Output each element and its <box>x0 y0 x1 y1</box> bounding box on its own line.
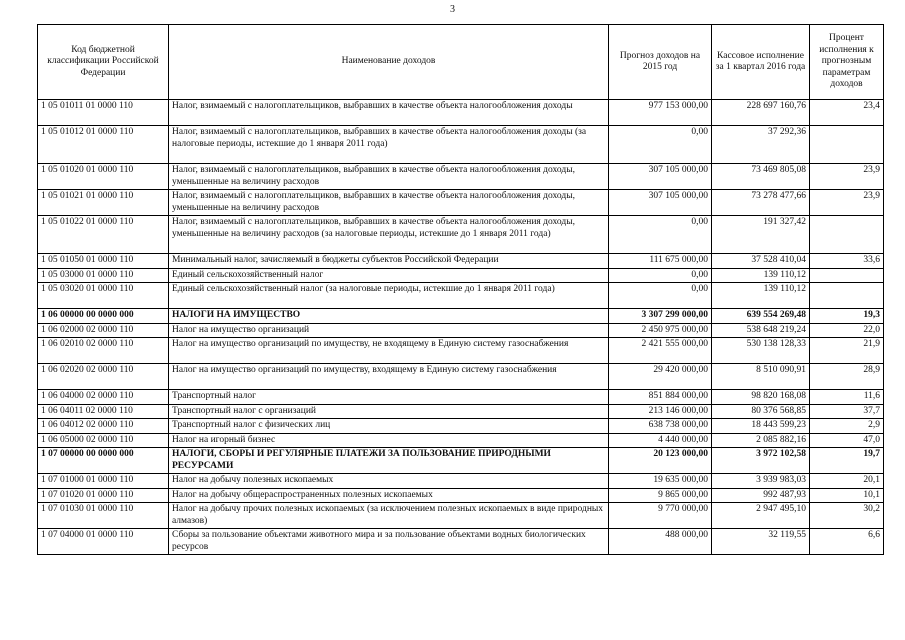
table-row <box>38 404 884 419</box>
row-percent: 21,9 <box>810 338 884 364</box>
row-cash: 32 119,55 <box>712 529 810 555</box>
row-name: Налог на имущество организаций <box>169 323 609 338</box>
header-percent: Процент исполнения к прогнозным параметрам доходов <box>810 25 884 100</box>
table-row <box>38 268 884 283</box>
table-row <box>38 126 884 164</box>
row-name: Сборы за пользование объектами животного мира и за пользование объектами водных биологических ресурсов <box>169 529 609 555</box>
row-percent: 37,7 <box>810 404 884 419</box>
table-row <box>38 488 884 503</box>
row-name: Налог, взимаемый с налогоплательщиков, выбравших в качестве объекта налогообложения доходы <box>169 100 609 126</box>
row-code: 1 07 04000 01 0000 110 <box>38 529 169 555</box>
row-cash: 98 820 168,08 <box>712 390 810 405</box>
row-forecast: 638 738 000,00 <box>609 419 712 434</box>
row-name: Налог на добычу общераспространенных полезных ископаемых <box>169 488 609 503</box>
row-name: Транспортный налог с физических лиц <box>169 419 609 434</box>
table-row <box>38 503 884 529</box>
header-forecast: Прогноз доходов на 2015 год <box>609 25 712 100</box>
header-name: Наименование доходов <box>169 25 609 100</box>
row-forecast: 2 450 975 000,00 <box>609 323 712 338</box>
row-cash: 191 327,42 <box>712 216 810 254</box>
row-cash: 3 972 102,58 <box>712 448 810 474</box>
header-cash: Кассовое исполнение за 1 квартал 2016 года <box>712 25 810 100</box>
row-code: 1 05 01011 01 0000 110 <box>38 100 169 126</box>
row-cash: 73 278 477,66 <box>712 190 810 216</box>
row-percent: 20,1 <box>810 474 884 489</box>
row-name: Единый сельскохозяйственный налог <box>169 268 609 283</box>
row-percent: 23,9 <box>810 164 884 190</box>
row-name: Налог, взимаемый с налогоплательщиков, выбравших в качестве объекта налогообложения доходы, уменьшенные на величину расходов <box>169 164 609 190</box>
table-row <box>38 529 884 555</box>
row-cash: 2 085 882,16 <box>712 433 810 448</box>
row-forecast: 9 865 000,00 <box>609 488 712 503</box>
row-name: Транспортный налог <box>169 390 609 405</box>
row-percent: 10,1 <box>810 488 884 503</box>
row-name: Налог, взимаемый с налогоплательщиков, выбравших в качестве объекта налогообложения доходы, уменьшенные на величину расходов <box>169 190 609 216</box>
row-cash: 139 110,12 <box>712 268 810 283</box>
row-cash: 139 110,12 <box>712 283 810 309</box>
row-cash: 8 510 090,91 <box>712 364 810 390</box>
row-forecast: 851 884 000,00 <box>609 390 712 405</box>
row-code: 1 05 03000 01 0000 110 <box>38 268 169 283</box>
row-name: Налог, взимаемый с налогоплательщиков, выбравших в качестве объекта налогообложения доходы (за налоговые периоды, истекшие до 1 января 2011 года) <box>169 126 609 164</box>
table-row <box>38 419 884 434</box>
row-cash: 538 648 219,24 <box>712 323 810 338</box>
row-forecast: 111 675 000,00 <box>609 254 712 269</box>
row-name: Налог на добычу полезных ископаемых <box>169 474 609 489</box>
table-row <box>38 100 884 126</box>
row-name: Транспортный налог с организаций <box>169 404 609 419</box>
row-forecast: 0,00 <box>609 126 712 164</box>
row-code: 1 06 05000 02 0000 110 <box>38 433 169 448</box>
row-code: 1 05 01050 01 0000 110 <box>38 254 169 269</box>
row-forecast: 0,00 <box>609 216 712 254</box>
row-forecast: 3 307 299 000,00 <box>609 309 712 324</box>
row-percent <box>810 268 884 283</box>
row-code: 1 05 01022 01 0000 110 <box>38 216 169 254</box>
row-percent <box>810 126 884 164</box>
row-percent <box>810 283 884 309</box>
row-name: Налог на добычу прочих полезных ископаемых (за исключением полезных ископаемых в виде природных алмазов) <box>169 503 609 529</box>
row-code: 1 06 04000 02 0000 110 <box>38 390 169 405</box>
row-cash: 2 947 495,10 <box>712 503 810 529</box>
row-code: 1 05 03020 01 0000 110 <box>38 283 169 309</box>
row-name: НАЛОГИ, СБОРЫ И РЕГУЛЯРНЫЕ ПЛАТЕЖИ ЗА ПОЛЬЗОВАНИЕ ПРИРОДНЫМИ РЕСУРСАМИ <box>169 448 609 474</box>
revenue-table <box>37 24 884 555</box>
table-row <box>38 364 884 390</box>
table-row <box>38 216 884 254</box>
table-row <box>38 390 884 405</box>
table-row <box>38 190 884 216</box>
row-percent: 30,2 <box>810 503 884 529</box>
table-row <box>38 433 884 448</box>
row-forecast: 20 123 000,00 <box>609 448 712 474</box>
row-forecast: 977 153 000,00 <box>609 100 712 126</box>
row-cash: 37 292,36 <box>712 126 810 164</box>
row-code: 1 06 02020 02 0000 110 <box>38 364 169 390</box>
page-number: 3 <box>450 4 455 15</box>
row-percent: 23,9 <box>810 190 884 216</box>
row-cash: 80 376 568,85 <box>712 404 810 419</box>
table-row <box>38 254 884 269</box>
row-percent: 6,6 <box>810 529 884 555</box>
table-row-section <box>38 309 884 324</box>
table-header-row <box>38 25 884 100</box>
row-name: Налог на имущество организаций по имуществу, входящему в Единую систему газоснабжения <box>169 364 609 390</box>
row-percent: 33,6 <box>810 254 884 269</box>
row-code: 1 07 00000 00 0000 000 <box>38 448 169 474</box>
row-name: Минимальный налог, зачисляемый в бюджеты субъектов Российской Федерации <box>169 254 609 269</box>
row-code: 1 07 01030 01 0000 110 <box>38 503 169 529</box>
table-row <box>38 338 884 364</box>
row-name: Налог на игорный бизнес <box>169 433 609 448</box>
row-percent: 11,6 <box>810 390 884 405</box>
row-cash: 3 939 983,03 <box>712 474 810 489</box>
row-cash: 228 697 160,76 <box>712 100 810 126</box>
row-percent: 22,0 <box>810 323 884 338</box>
row-forecast: 0,00 <box>609 268 712 283</box>
row-cash: 530 138 128,33 <box>712 338 810 364</box>
row-forecast: 307 105 000,00 <box>609 164 712 190</box>
row-forecast: 19 635 000,00 <box>609 474 712 489</box>
row-percent: 19,3 <box>810 309 884 324</box>
row-code: 1 06 04012 02 0000 110 <box>38 419 169 434</box>
row-name: Налог на имущество организаций по имуществу, не входящему в Единую систему газоснабжения <box>169 338 609 364</box>
row-forecast: 4 440 000,00 <box>609 433 712 448</box>
row-name: Налог, взимаемый с налогоплательщиков, выбравших в качестве объекта налогообложения доходы, уменьшенные на величину расходов (за налоговые периоды, истекшие до 1 января 2011 года) <box>169 216 609 254</box>
row-code: 1 06 02010 02 0000 110 <box>38 338 169 364</box>
table-row <box>38 323 884 338</box>
row-forecast: 29 420 000,00 <box>609 364 712 390</box>
row-code: 1 06 04011 02 0000 110 <box>38 404 169 419</box>
row-percent <box>810 216 884 254</box>
row-forecast: 488 000,00 <box>609 529 712 555</box>
table-row <box>38 164 884 190</box>
row-name: Единый сельскохозяйственный налог (за налоговые периоды, истекшие до 1 января 2011 года) <box>169 283 609 309</box>
table-row <box>38 283 884 309</box>
row-percent: 28,9 <box>810 364 884 390</box>
header-code: Код бюджетной классификации Российской Федерации <box>38 25 169 100</box>
row-code: 1 05 01012 01 0000 110 <box>38 126 169 164</box>
row-code: 1 05 01021 01 0000 110 <box>38 190 169 216</box>
table-row-section <box>38 448 884 474</box>
row-cash: 73 469 805,08 <box>712 164 810 190</box>
table-row <box>38 474 884 489</box>
row-code: 1 07 01000 01 0000 110 <box>38 474 169 489</box>
row-forecast: 307 105 000,00 <box>609 190 712 216</box>
row-forecast: 9 770 000,00 <box>609 503 712 529</box>
row-percent: 47,0 <box>810 433 884 448</box>
row-code: 1 06 00000 00 0000 000 <box>38 309 169 324</box>
row-code: 1 06 02000 02 0000 110 <box>38 323 169 338</box>
row-cash: 37 528 410,04 <box>712 254 810 269</box>
row-cash: 18 443 599,23 <box>712 419 810 434</box>
row-code: 1 05 01020 01 0000 110 <box>38 164 169 190</box>
row-percent: 23,4 <box>810 100 884 126</box>
row-name: НАЛОГИ НА ИМУЩЕСТВО <box>169 309 609 324</box>
row-cash: 992 487,93 <box>712 488 810 503</box>
row-percent: 19,7 <box>810 448 884 474</box>
row-cash: 639 554 269,48 <box>712 309 810 324</box>
row-percent: 2,9 <box>810 419 884 434</box>
row-forecast: 0,00 <box>609 283 712 309</box>
row-forecast: 2 421 555 000,00 <box>609 338 712 364</box>
row-code: 1 07 01020 01 0000 110 <box>38 488 169 503</box>
row-forecast: 213 146 000,00 <box>609 404 712 419</box>
